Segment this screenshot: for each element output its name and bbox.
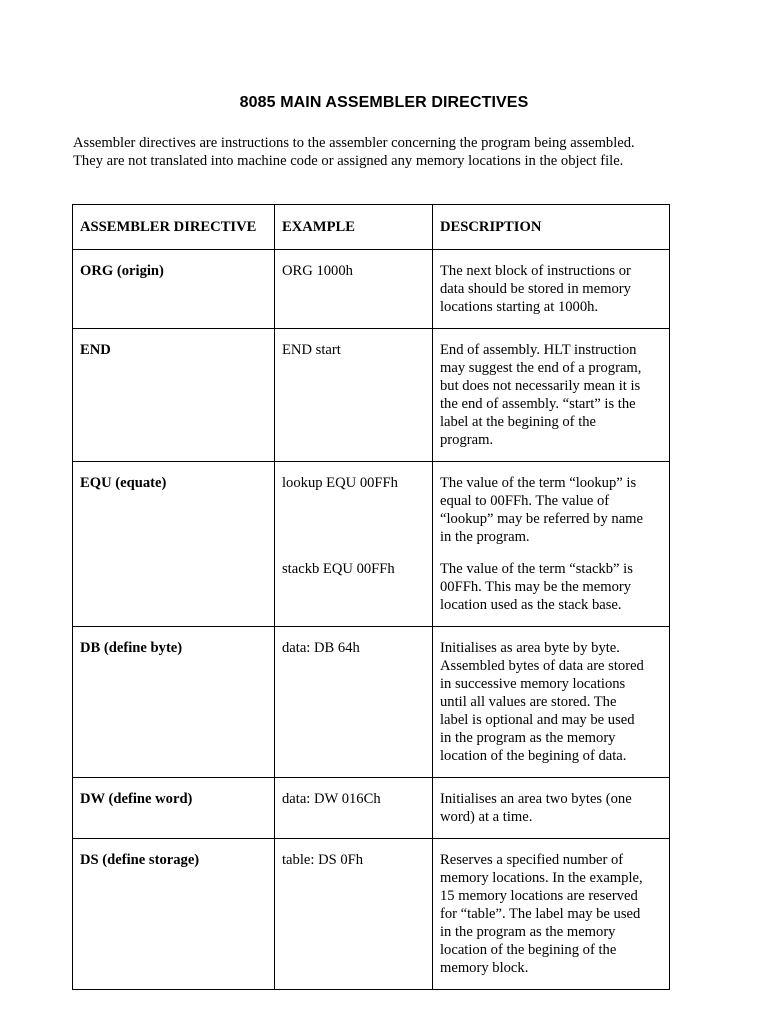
- table-body: [73, 250, 670, 990]
- description-text: [440, 639, 663, 765]
- description-line: program.: [440, 432, 494, 448]
- description-line: but does not necessarily mean it is: [440, 378, 641, 394]
- description-line: until all values are stored. The: [440, 694, 617, 710]
- description-text: [440, 474, 663, 546]
- directive-cell: END: [73, 329, 275, 462]
- example-text: table: DS 0Fh: [282, 852, 364, 868]
- description-line: the end of assembly. “start” is the: [440, 396, 636, 412]
- description-line: data should be stored in memory: [440, 281, 631, 297]
- table-row: [73, 839, 670, 990]
- example-cell: [275, 839, 433, 990]
- directive-cell: DB (define byte): [73, 627, 275, 778]
- description-text: [440, 790, 663, 826]
- example-text: data: DW 016Ch: [282, 791, 381, 807]
- description-line: in the program as the memory: [440, 924, 616, 940]
- description-text: [440, 560, 663, 614]
- description-line: Reserves a specified number of: [440, 852, 624, 868]
- example-cell: [275, 329, 433, 462]
- description-cell: [433, 627, 670, 778]
- description-line: for “table”. The label may be used: [440, 906, 641, 922]
- intro-paragraph: [73, 134, 713, 170]
- description-line: Initialises as area byte by byte.: [440, 640, 620, 656]
- description-line: location of the begining of data.: [440, 748, 627, 764]
- header-description: DESCRIPTION: [433, 205, 670, 250]
- description-cell: [433, 462, 670, 627]
- description-line: Assembled bytes of data are stored: [440, 658, 644, 674]
- description-text: [440, 262, 663, 316]
- description-line: location used as the stack base.: [440, 597, 622, 613]
- example-text: lookup EQU 00FFh: [282, 475, 398, 491]
- description-line: in successive memory locations: [440, 676, 626, 692]
- description-line: location of the begining of the: [440, 942, 617, 958]
- description-line: 00FFh. This may be the memory: [440, 579, 632, 595]
- table-row: [73, 329, 670, 462]
- description-cell: [433, 329, 670, 462]
- header-directive: ASSEMBLER DIRECTIVE: [73, 205, 275, 250]
- description-text: [440, 341, 663, 449]
- description-line: in the program.: [440, 529, 530, 545]
- page-title: 8085 MAIN ASSEMBLER DIRECTIVES: [239, 94, 529, 111]
- example-text: stackb EQU 00FFh: [282, 561, 395, 577]
- directive-cell: DS (define storage): [73, 839, 275, 990]
- description-line: 15 memory locations are reserved: [440, 888, 638, 904]
- description-line: The value of the term “stackb” is: [440, 561, 633, 577]
- directives-table: [72, 204, 670, 990]
- example-text: ORG 1000h: [282, 263, 353, 279]
- description-line: memory locations. In the example,: [440, 870, 643, 886]
- description-line: End of assembly. HLT instruction: [440, 342, 637, 358]
- example-text: END start: [282, 342, 341, 358]
- description-cell: [433, 839, 670, 990]
- description-line: may suggest the end of a program,: [440, 360, 642, 376]
- description-line: word) at a time.: [440, 809, 533, 825]
- example-text: data: DB 64h: [282, 640, 360, 656]
- example-cell: [275, 462, 433, 627]
- table-header-row: [73, 205, 670, 250]
- description-cell: [433, 250, 670, 329]
- description-line: Initialises an area two bytes (one: [440, 791, 632, 807]
- description-line: The value of the term “lookup” is: [440, 475, 637, 491]
- intro-line: They are not translated into machine code or assigned any memory locations in the object file.: [73, 153, 624, 169]
- header-example: EXAMPLE: [275, 205, 433, 250]
- table-row: [73, 462, 670, 627]
- description-text: [440, 851, 663, 977]
- table-row: [73, 250, 670, 329]
- example-cell: [275, 250, 433, 329]
- description-line: locations starting at 1000h.: [440, 299, 599, 315]
- intro-line: Assembler directives are instructions to the assembler concerning the program being assembled.: [73, 135, 635, 151]
- table-row: [73, 778, 670, 839]
- directive-cell: ORG (origin): [73, 250, 275, 329]
- directive-cell: DW (define word): [73, 778, 275, 839]
- table-row: [73, 627, 670, 778]
- description-line: The next block of instructions or: [440, 263, 631, 279]
- example-cell: [275, 627, 433, 778]
- description-line: in the program as the memory: [440, 730, 616, 746]
- description-line: label is optional and may be used: [440, 712, 635, 728]
- example-cell: [275, 778, 433, 839]
- directive-cell: EQU (equate): [73, 462, 275, 627]
- description-line: label at the begining of the: [440, 414, 597, 430]
- description-line: “lookup” may be referred by name: [440, 511, 644, 527]
- description-cell: [433, 778, 670, 839]
- description-line: equal to 00FFh. The value of: [440, 493, 610, 509]
- description-line: memory block.: [440, 960, 529, 976]
